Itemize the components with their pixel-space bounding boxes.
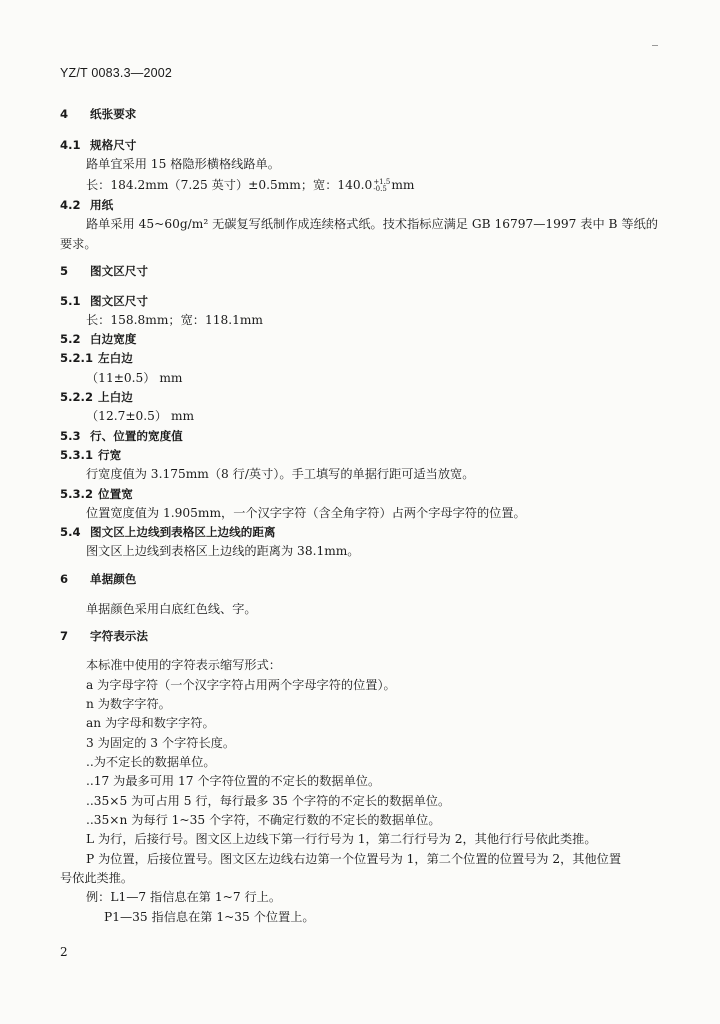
heading-number: 5.3: [60, 429, 81, 443]
heading-5-3-1: [60, 447, 121, 463]
heading-number: 5: [60, 264, 69, 278]
heading-5-3-2: [60, 486, 133, 502]
heading-number: 5.1: [60, 294, 81, 308]
paragraph: 单据颜色采用白底红色线、字。: [86, 602, 257, 616]
heading-title: 位置宽: [98, 487, 133, 501]
heading-4: [60, 106, 136, 122]
heading-title: 行宽: [98, 448, 122, 462]
paragraph-continuation: 要求。: [60, 237, 97, 251]
heading-number: 4.2: [60, 198, 81, 212]
heading-title: 左白边: [98, 351, 133, 365]
heading-number: 5.2: [60, 332, 81, 346]
paragraph-dimensions: [86, 177, 414, 193]
heading-title: 纸张要求: [90, 107, 137, 121]
paragraph-continuation: 号依此类推。: [60, 871, 134, 885]
heading-6: [60, 571, 136, 587]
heading-number: 5.2.1: [60, 351, 94, 365]
heading-title: 规格尺寸: [90, 138, 137, 152]
paragraph: ..17 为最多可用 17 个字符位置的不定长的数据单位。: [86, 774, 381, 788]
heading-5-2: [60, 331, 136, 347]
paragraph: 图文区上边线到表格区上边线的距离为 38.1mm。: [86, 544, 360, 558]
heading-number: 5.3.1: [60, 448, 94, 462]
heading-number: 4.1: [60, 138, 81, 152]
tolerance-lower: -0.5: [373, 184, 387, 193]
heading-title: 图文区尺寸: [90, 264, 148, 278]
paragraph: an 为字母和数字字符。: [86, 716, 215, 730]
heading-title: 单据颜色: [90, 572, 137, 586]
heading-number: 5.2.2: [60, 390, 94, 404]
heading-title: 图文区尺寸: [90, 294, 148, 308]
paragraph: P 为位置，后接位置号。图文区左边线右边第一个位置号为 1，第二个位置的位置号为 2，其他位置: [86, 852, 622, 866]
paragraph: 行宽度值为 3.175mm（8 行/英寸）。手工填写的单据行距可适当放宽。: [86, 467, 475, 481]
tolerance-upper: +1.5: [373, 177, 391, 186]
example-line: P1—35 指信息在第 1~35 个位置上。: [104, 910, 315, 924]
heading-5: [60, 263, 148, 279]
heading-title: 上白边: [98, 390, 133, 404]
paragraph: 长：158.8mm；宽：118.1mm: [86, 313, 263, 327]
heading-number: 4: [60, 107, 69, 121]
heading-5-2-2: [60, 389, 133, 405]
example-line: 例：L1—7 指信息在第 1~7 行上。: [86, 890, 282, 904]
heading-title: 用纸: [90, 198, 114, 212]
heading-7: [60, 628, 148, 644]
paragraph: 3 为固定的 3 个字符长度。: [86, 736, 236, 750]
paragraph: ..35×5 为可占用 5 行，每行最多 35 个字符的不定长的数据单位。: [86, 794, 451, 808]
heading-title: 白边宽度: [90, 332, 137, 346]
heading-number: 7: [60, 629, 69, 643]
heading-5-3: [60, 428, 183, 444]
paragraph: ..35×n 为每行 1~35 个字符，不确定行数的不定长的数据单位。: [86, 813, 441, 827]
page-number: 2: [60, 945, 68, 959]
scan-mark: [652, 45, 658, 46]
heading-title: 字符表示法: [90, 629, 148, 643]
heading-5-2-1: [60, 350, 133, 366]
heading-4-1: [60, 137, 136, 153]
paragraph: 路单采用 45~60g/m² 无碳复写纸制作成连续格式纸。技术指标应满足 GB 16797—1997 表中 B 等纸的: [86, 217, 658, 231]
heading-4-2: [60, 197, 113, 213]
paragraph: （11±0.5） mm: [86, 371, 183, 385]
heading-title: 行、位置的宽度值: [90, 429, 183, 443]
paragraph: L 为行，后接行号。图文区上边线下第一行行号为 1，第二行行号为 2，其他行行号依此类推。: [86, 832, 597, 846]
heading-5-1: [60, 293, 148, 309]
paragraph: 位置宽度值为 1.905mm，一个汉字字符（含全角字符）占两个字母字符的位置。: [86, 506, 526, 520]
heading-5-4: [60, 524, 276, 540]
text-run: mm: [391, 178, 415, 192]
heading-number: 5.4: [60, 525, 81, 539]
heading-number: 6: [60, 572, 69, 586]
paragraph: 路单宜采用 15 格隐形横格线路单。: [86, 157, 280, 171]
text-run: 长：184.2mm（7.25 英寸）±0.5mm；宽：140.0: [86, 178, 373, 192]
document-header: YZ/T 0083.3—2002: [60, 66, 173, 80]
paragraph: n 为数字字符。: [86, 697, 171, 711]
heading-number: 5.3.2: [60, 487, 94, 501]
paragraph: 本标准中使用的字符表示缩写形式：: [86, 658, 281, 672]
heading-title: 图文区上边线到表格区上边线的距离: [90, 525, 276, 539]
tolerance-stack: [373, 179, 390, 193]
paragraph: a 为字母字符（一个汉字字符占用两个字母字符的位置）。: [86, 678, 396, 692]
paragraph: （12.7±0.5） mm: [86, 409, 195, 423]
paragraph: ..为不定长的数据单位。: [86, 755, 216, 769]
